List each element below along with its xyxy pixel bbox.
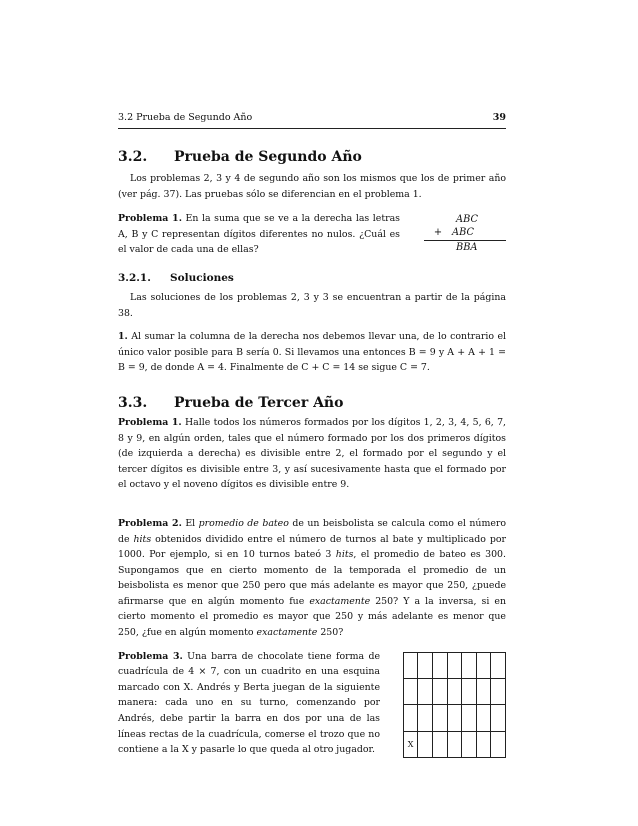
problem-text [118,211,400,258]
problem-1-second-year [118,211,506,258]
addend-1: ABC [456,214,478,226]
problem-text [118,649,380,758]
section-heading-3-3 [118,395,506,411]
text-run: obtenidos dividido entre el número de turnos al bate y multiplicado por 1000. Por ejemplo, si en 10 turnos bateó 3 [118,533,506,561]
section-intro: Los problemas 2, 3 y 4 de segundo año son los mismos que los de primer año (ver pág. 37). Las pruebas sólo se diferencian en el problema 1. [118,173,506,200]
problem-2-third-year [118,516,506,641]
section-number: 3.3. [118,394,148,411]
subsection-number: 3.2.1. [118,271,151,284]
section-title: Prueba de Segundo Año [174,149,362,165]
solution-label: 1. [118,331,128,343]
plus-sign: + [433,227,443,239]
marked-cell: X [403,731,418,757]
text-run: de un beisbolista se calcula como el número de [118,517,507,545]
problem-3-third-year [118,649,506,758]
addition-figure [424,213,506,258]
problem-body: En la suma que se ve a la derecha las letras A, B y C representan dígitos diferentes no nulos. ¿Cuál es el valor de cada una de ellas? [118,213,400,256]
emphasis: hits [335,549,354,561]
chocolate-grid [403,652,506,758]
text-run: El [185,517,199,529]
text-run: 250? Y a la inversa, si en cierto momento el promedio es mayor que 250 y más adelante es menor que 250, ¿fue en algún momento [118,595,506,639]
problem-body: Halle todos los números formados por los dígitos 1, 2, 3, 4, 5, 6, 7, 8 y 9, en algún orden, tales que el número formado por los dos primeros dígitos (de izquierda a derecha) es divisible entre 2, el formado por el segundo y el tercer dígitos es divisible entre 3, y así sucesivamente hasta que el formado por el octavo y el noveno dígitos es divisible entre 9. [118,416,507,491]
addend-2-row [424,226,506,241]
subsection-title: Soluciones [170,271,234,284]
emphasis: exactamente [256,627,318,639]
text-run: , el promedio de bateo es 300. Supongamos que en cierto momento de la temporada el promedio de un beisbolista es menor que 250 pero que más adelante es mayor que 250, ¿puede afirmarse que en algún momento fue [118,549,506,607]
addend-2: ABC [452,227,474,239]
emphasis: hits [133,533,152,545]
section-title: Prueba de Tercer Año [174,394,344,411]
section-heading-3-2 [118,149,506,165]
problem-label: Problema 1. [118,416,182,428]
problem-label: Problema 3. [118,650,183,662]
running-header [118,112,506,129]
emphasis: exactamente [309,595,371,607]
section-number: 3.2. [118,149,148,165]
sum-result: BBA [456,242,478,254]
subsection-heading-3-2-1 [118,272,506,284]
page-body [118,112,506,758]
problem-body: Una barra de chocolate tiene forma de cuadrícula de 4 × 7, con un cuadrito en una esquina marcado con X. Andrés y Berta juegan de la siguiente manera: cada uno en su turno, comenzando por Andrés, debe partir la barra en dos por una de las líneas rectas de la cuadrícula, comerse el trozo que no contiene a la X y pasarle lo que queda al otro jugador. [118,650,380,756]
problem-1-third-year [118,415,506,493]
solution-1 [118,329,506,376]
text-run: 250? [317,627,344,639]
problem-label: Problema 2. [118,517,182,529]
running-header-title: 3.2 Prueba de Segundo Año [118,112,253,123]
page-number: 39 [492,112,506,123]
solution-text: Al sumar la columna de la derecha nos debemos llevar una, de lo contrario el único valor posible para B sería 0. Si llevamos una entonces B = 9 y A + A + 1 = B = 9, de donde A = 4. Finalmente de C + C = 14 se sigue C = 7. [118,331,507,374]
problem-label: Problema 1. [118,213,182,225]
solutions-intro: Las soluciones de los problemas 2, 3 y 3 se encuentran a partir de la página 38. [118,291,506,319]
emphasis: promedio de bateo [198,517,289,529]
